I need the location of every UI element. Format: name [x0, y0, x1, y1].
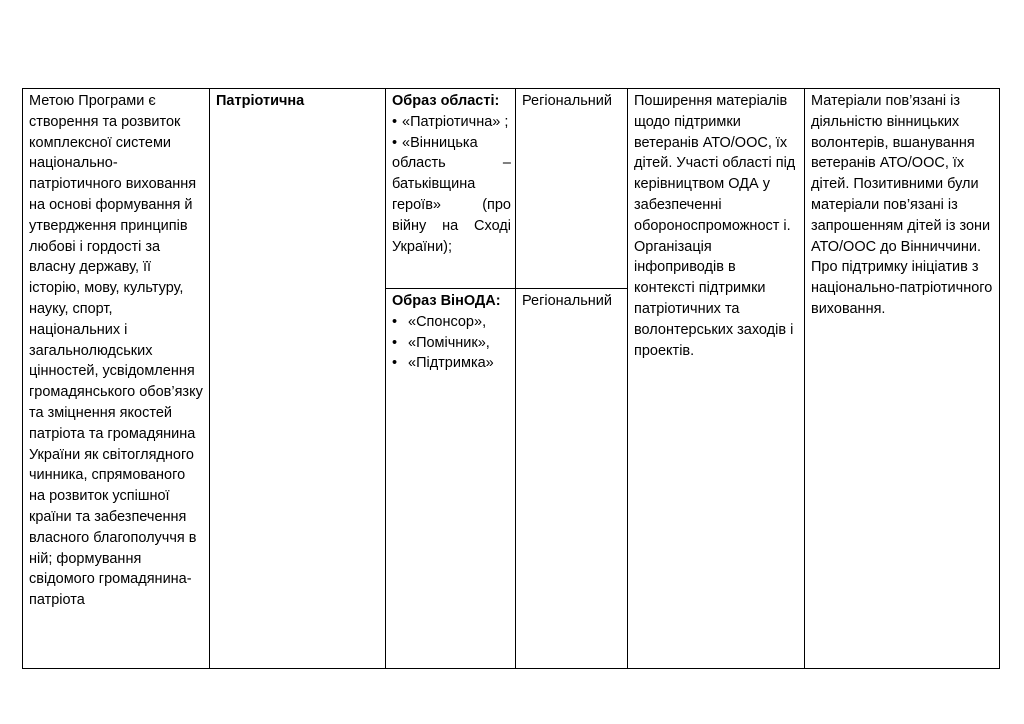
region-image-title: Образ області: [392, 93, 500, 109]
activities-text: Поширення матеріалів щодо підтримки ветеранів АТО/ООС, їх дітей. Участі області під керівництвом ОДА у забезпеченні обороноспроможност і. Організація інфоприводів в контексті підтримки патріотичних та волонтерських заходів і проектів. [634, 93, 796, 359]
list-item [392, 333, 511, 354]
list-item-text: «Спонсор», [408, 313, 487, 330]
bullet-icon: • [392, 334, 398, 351]
region-image-list [392, 112, 511, 258]
goal-cell [23, 89, 210, 669]
region-level-text: Регіональний [522, 93, 612, 109]
bullet-icon: • [392, 313, 398, 330]
direction-text: Патріотична [216, 93, 305, 109]
list-item-text: «Вінницька область – батьківщина героїв» (про війну на Сході України); [392, 134, 511, 255]
bullet-icon: • [392, 134, 398, 151]
oda-level-text: Регіональний [522, 293, 612, 309]
oda-image-list [392, 312, 511, 374]
list-item [392, 112, 511, 133]
goal-text: Метою Програми є створення та розвиток комплексної системи національно-патріотичного виховання на основі формування й утвердження принципів любові і гордості за власну державу, її історію, мову, культуру, науку, спорт, національних і загальнолюдських цінностей, усвідомлення громадянського обов’язку та зміцнення якостей патріота та громадянина України як світоглядного чинника, спрямованого на розвиток успішної країни та забезпечення власного благополуччя в ній; формування свідомого громадянина-патріота [29, 93, 203, 609]
list-item-text: «Помічник», [408, 334, 490, 351]
table-row-upper [23, 89, 1000, 289]
region-level-cell [516, 89, 628, 289]
oda-level-cell [516, 289, 628, 669]
direction-cell [210, 89, 386, 669]
list-item-text: «Підтримка» [408, 355, 494, 372]
list-item [392, 353, 511, 374]
bullet-icon: • [392, 113, 398, 130]
list-item [392, 133, 511, 258]
program-table [22, 88, 1000, 669]
list-item [392, 312, 511, 333]
oda-image-cell [386, 289, 516, 669]
results-text: Матеріали пов’язані із діяльністю вінницьких волонтерів, вшанування ветеранів АТО/ООС, їх дітей. Позитивними були матеріали пов’язані із запрошенням дітей із зони АТО/ООС до Вінниччини. Про підтримку ініціатив з національно-патріотичного виховання. [811, 93, 993, 317]
bullet-icon: • [392, 355, 398, 372]
activities-cell [628, 89, 805, 669]
results-cell [805, 89, 1000, 669]
region-image-cell [386, 89, 516, 289]
oda-image-title: Образ ВінОДА: [392, 293, 501, 309]
list-item-text: «Патріотична» ; [402, 113, 509, 130]
